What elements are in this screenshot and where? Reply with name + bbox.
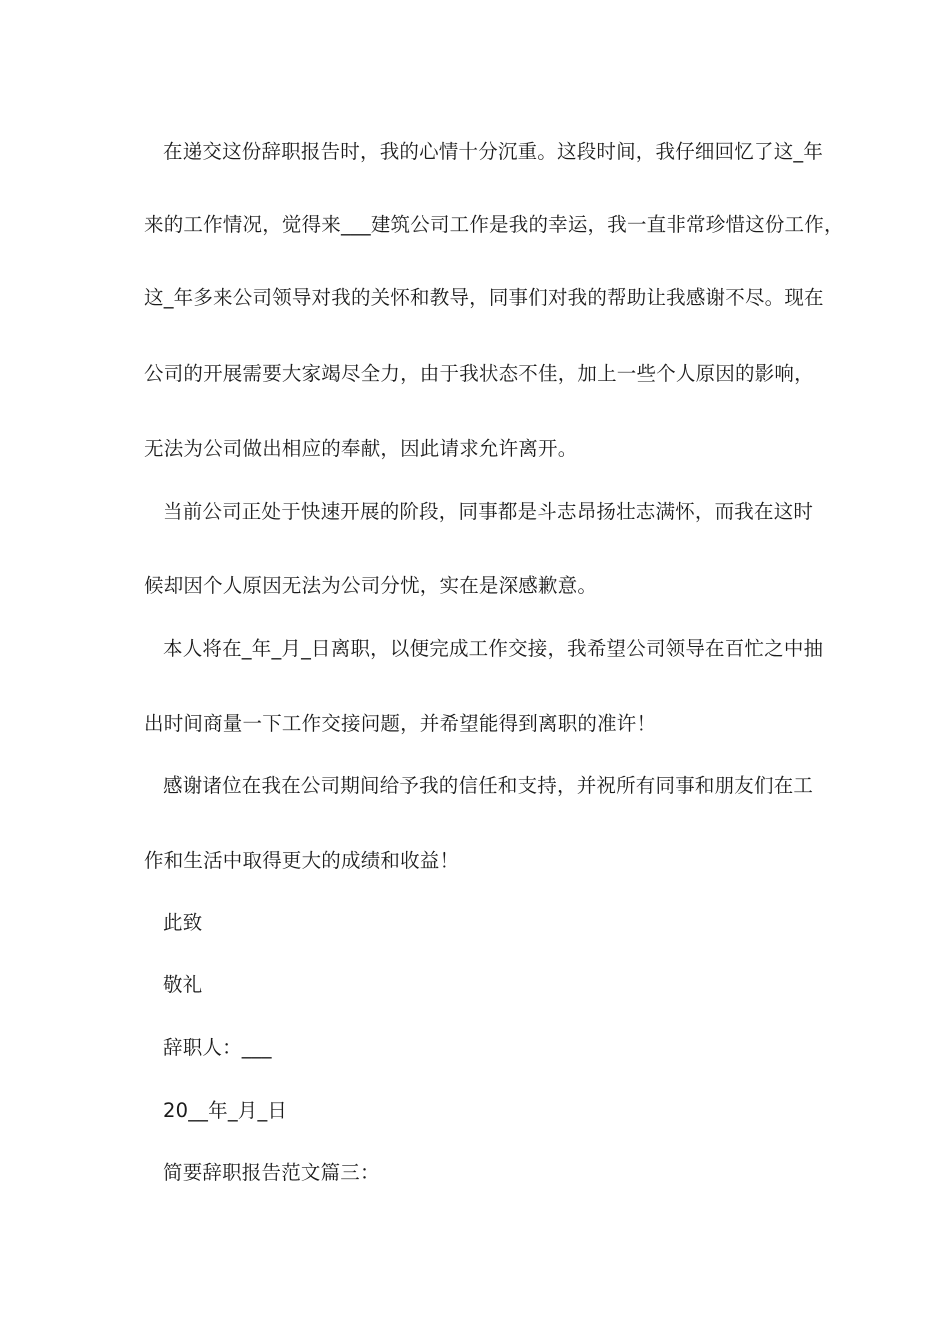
paragraph-1-line-1: 在递交这份辞职报告时，我的心情十分沉重。这段时间，我仔细回忆了这_年	[163, 140, 824, 163]
paragraph-2-line-1: 当前公司正处于快速开展的阶段，同事都是斗志昂扬壮志满怀，而我在这时	[163, 500, 814, 523]
closing-regards: 敬礼	[163, 973, 203, 996]
paragraph-3-line-1: 本人将在_年_月_日离职，以便完成工作交接，我希望公司领导在百忙之中抽	[163, 637, 824, 660]
paragraph-1-line-3: 这_年多来公司领导对我的关怀和教导，同事们对我的帮助让我感谢不尽。现在	[144, 286, 824, 309]
paragraph-1-line-4: 公司的开展需要大家竭尽全力，由于我状态不佳，加上一些个人原因的影响，	[144, 362, 814, 385]
paragraph-1-line-5: 无法为公司做出相应的奉献，因此请求允许离开。	[144, 437, 578, 460]
paragraph-4-line-2: 作和生活中取得更大的成绩和收益！	[144, 849, 460, 872]
signature-line: 辞职人：___	[163, 1036, 272, 1059]
date-line: 20__年_月_日	[163, 1099, 288, 1122]
closing-salutation: 此致	[163, 911, 203, 934]
paragraph-1-line-2: 来的工作情况，觉得来___建筑公司工作是我的幸运，我一直非常珍惜这份工作，	[144, 213, 844, 236]
paragraph-4-line-1: 感谢诸位在我在公司期间给予我的信任和支持，并祝所有同事和朋友们在工	[163, 774, 814, 797]
section-heading: 简要辞职报告范文篇三：	[163, 1161, 380, 1184]
paragraph-3-line-2: 出时间商量一下工作交接问题，并希望能得到离职的准许！	[144, 712, 657, 735]
paragraph-2-line-2: 候却因个人原因无法为公司分忧，实在是深感歉意。	[144, 574, 598, 597]
